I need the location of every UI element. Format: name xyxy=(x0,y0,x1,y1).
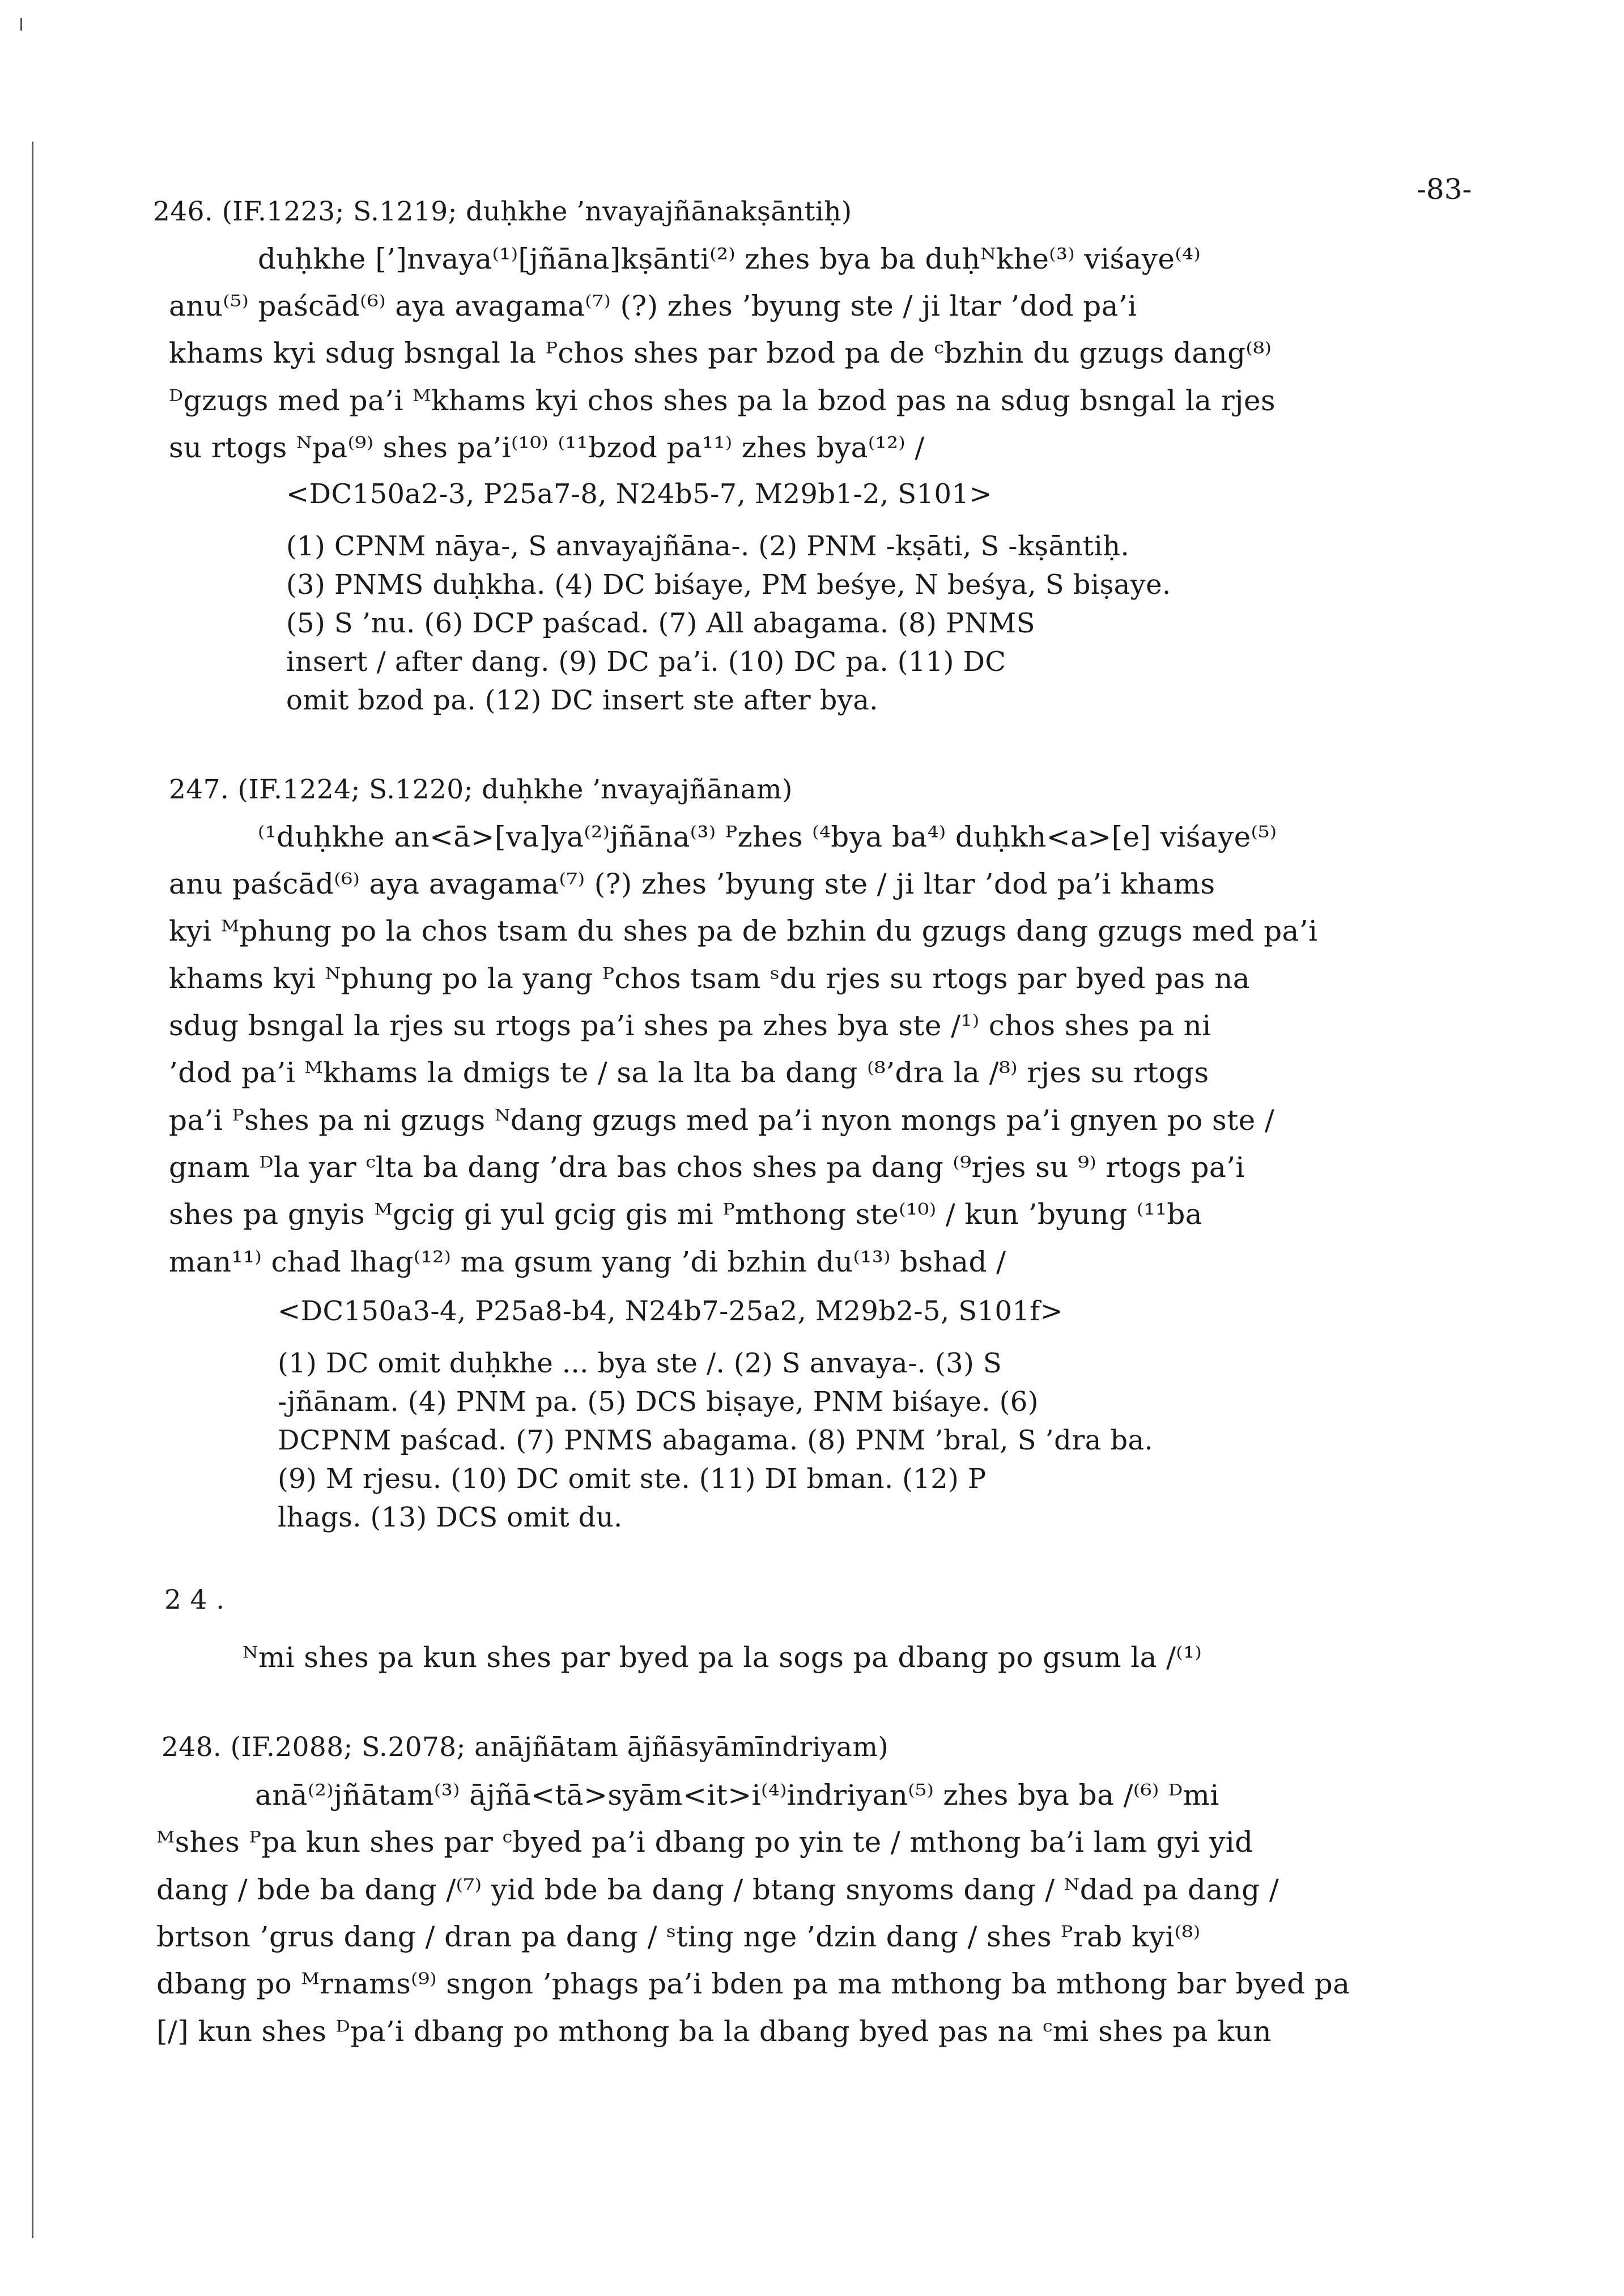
entry-247-text-line: ’dod pa’i ᴹkhams la dmigs te / sa la lta ba dang ⁽⁸’dra la /⁸⁾ rjes su rtogs xyxy=(169,1056,1209,1089)
entry-247-text-line: ⁽¹duḥkhe an<ā>[va]ya⁽²⁾jñāna⁽³⁾ ᴾzhes ⁽⁴bya ba⁴⁾ duḥkh<a>[e] viśaye⁽⁵⁾ xyxy=(258,820,1277,853)
entry-246-footnote-line: omit bzod pa. (12) DC insert ste after bya. xyxy=(286,684,878,716)
entry-247-footnote-line: DCPNM paścad. (7) PNMS abagama. (8) PNM ’bral, S ’dra ba. xyxy=(278,1425,1154,1456)
entry-246-text-line: ᴰgzugs med pa’i ᴹkhams kyi chos shes pa la bzod pas na sdug bsngal la rjes xyxy=(169,384,1276,417)
entry-247-footnote-line: (9) M rjesu. (10) DC omit ste. (11) DI bman. (12) P xyxy=(278,1463,987,1495)
entry-247-footnote-line: -jñānam. (4) PNM pa. (5) DCS biṣaye, PNM biśaye. (6) xyxy=(278,1386,1039,1418)
entry-248-text-line: brtson ’grus dang / dran pa dang / ˢting nge ’dzin dang / shes ᴾrab kyi⁽⁸⁾ xyxy=(156,1920,1201,1953)
entry-246-footnote-line: (3) PNMS duḥkha. (4) DC biśaye, PM beśye, N beśya, S biṣaye. xyxy=(286,569,1171,601)
entry-247-text-line: khams kyi ᴺphung po la yang ᴾchos tsam ˢdu rjes su rtogs par byed pas na xyxy=(169,962,1250,995)
entry-246-footnote-line: insert / after dang. (9) DC pa’i. (10) DC pa. (11) DC xyxy=(286,646,1006,678)
entry-248-text-line: anā⁽²⁾jñātam⁽³⁾ ājñā<tā>syām<it>i⁽⁴⁾indriyan⁽⁵⁾ zhes bya ba /⁽⁶⁾ ᴰmi xyxy=(255,1779,1219,1812)
entry-247-source-ref: <DC150a3-4, P25a8-b4, N24b7-25a2, M29b2-5, S101f> xyxy=(278,1295,1064,1327)
entry-248-text-line: dang / bde ba dang /⁽⁷⁾ yid bde ba dang / btang snyoms dang / ᴺdad pa dang / xyxy=(156,1873,1279,1906)
entry-248-heading: 248. (IF.2088; S.2078; anājñātam ājñāsyāmīndriyam) xyxy=(161,1732,889,1763)
entry-247-text-line: anu paścād⁽⁶⁾ aya avagama⁽⁷⁾ (?) zhes ’byung ste / ji ltar ’dod pa’i khams xyxy=(169,868,1215,900)
entry-247-text-line: kyi ᴹphung po la chos tsam du shes pa de bzhin du gzugs dang gzugs med pa’i xyxy=(169,915,1318,947)
entry-247-text-line: man¹¹⁾ chad lhag⁽¹²⁾ ma gsum yang ’di bzhin du⁽¹³⁾ bshad / xyxy=(169,1245,1006,1278)
scan-mark xyxy=(20,18,22,31)
entry-246-text-line: su rtogs ᴺpa⁽⁹⁾ shes pa’i⁽¹⁰⁾ ⁽¹¹bzod pa¹¹⁾ zhes bya⁽¹²⁾ / xyxy=(169,431,925,464)
entry-248-text-line: [/] kun shes ᴰpa’i dbang po mthong ba la dbang byed pas na ᶜmi shes pa kun xyxy=(156,2015,1272,2048)
left-margin-rule xyxy=(32,142,33,2238)
entry-247-footnote-line: (1) DC omit duḥkhe ... bya ste /. (2) S anvaya-. (3) S xyxy=(278,1347,1002,1379)
entry-248-text-line: dbang po ᴹrnams⁽⁹⁾ sngon ’phags pa’i bden pa ma mthong ba mthong bar byed pa xyxy=(156,1967,1350,2000)
entry-246-footnote-line: (5) S ’nu. (6) DCP paścad. (7) All abagama. (8) PNMS xyxy=(286,607,1035,639)
entry-246-text-line: duḥkhe [’]nvaya⁽¹⁾[jñāna]kṣānti⁽²⁾ zhes bya ba duḥᴺkhe⁽³⁾ viśaye⁽⁴⁾ xyxy=(258,243,1201,275)
entry-247-heading: 247. (IF.1224; S.1220; duḥkhe ’nvayajñānam) xyxy=(169,774,793,805)
entry-246-heading: 246. (IF.1223; S.1219; duḥkhe ’nvayajñānakṣāntiḥ) xyxy=(153,196,852,227)
entry-246-text-line: khams kyi sdug bsngal la ᴾchos shes par bzod pa de ᶜbzhin du gzugs dang⁽⁸⁾ xyxy=(169,337,1272,369)
entry-247-footnote-line: lhags. (13) DCS omit du. xyxy=(278,1502,623,1533)
page-number: -83- xyxy=(1417,173,1472,206)
entry-247-text-line: pa’i ᴾshes pa ni gzugs ᴺdang gzugs med pa’i nyon mongs pa’i gnyen po ste / xyxy=(169,1104,1275,1137)
entry-248-text-line: ᴹshes ᴾpa kun shes par ᶜbyed pa’i dbang po yin te / mthong ba’i lam gyi yid xyxy=(156,1826,1253,1859)
entry-24-heading: 2 4 . xyxy=(164,1584,225,1615)
entry-247-text-line: sdug bsngal la rjes su rtogs pa’i shes pa zhes bya ste /¹⁾ chos shes pa ni xyxy=(169,1009,1211,1042)
entry-24-text-line: ᴺmi shes pa kun shes par byed pa la sogs pa dbang po gsum la /⁽¹⁾ xyxy=(243,1641,1202,1674)
entry-246-footnote-line: (1) CPNM nāya-, S anvayajñāna-. (2) PNM -kṣāti, S -kṣāntiḥ. xyxy=(286,530,1130,562)
entry-246-source-ref: <DC150a2-3, P25a7-8, N24b5-7, M29b1-2, S101> xyxy=(286,478,992,510)
entry-247-text-line: shes pa gnyis ᴹgcig gi yul gcig gis mi ᴾmthong ste⁽¹⁰⁾ / kun ’byung ⁽¹¹ba xyxy=(169,1198,1202,1231)
entry-247-text-line: gnam ᴰla yar ᶜlta ba dang ’dra bas chos shes pa dang ⁽⁹rjes su ⁹⁾ rtogs pa’i xyxy=(169,1151,1245,1184)
entry-246-text-line: anu⁽⁵⁾ paścād⁽⁶⁾ aya avagama⁽⁷⁾ (?) zhes ’byung ste / ji ltar ’dod pa’i xyxy=(169,290,1137,322)
